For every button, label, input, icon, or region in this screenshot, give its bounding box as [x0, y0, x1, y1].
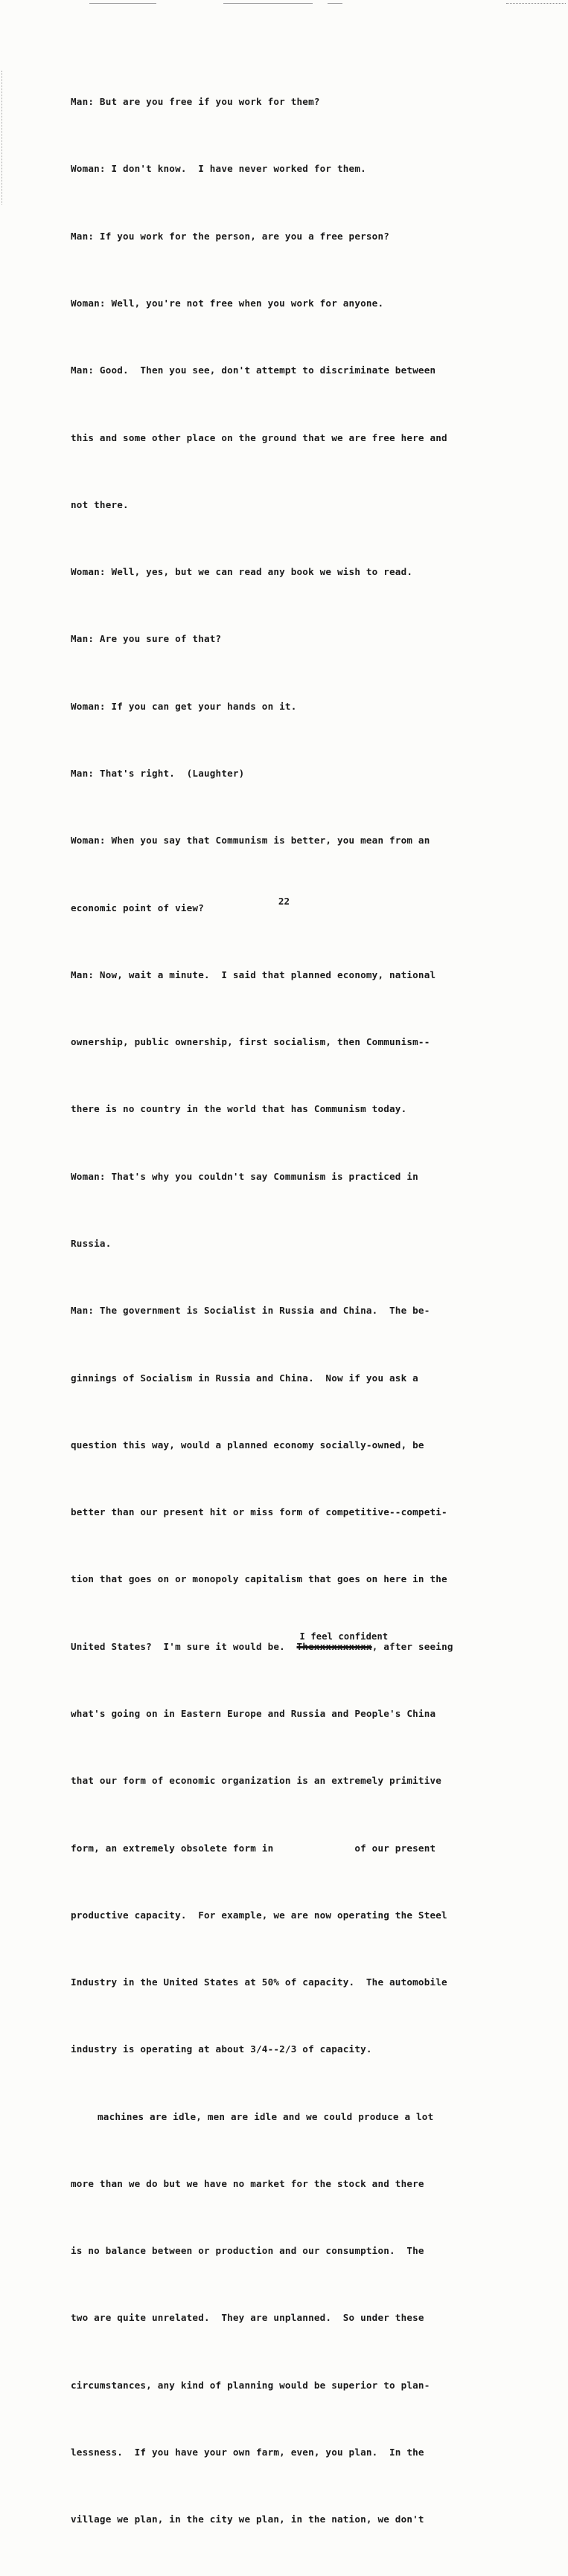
text-line: tion that goes on or monopoly capitalism that goes on here in the — [71, 1573, 447, 1585]
text-line: ginnings of Socialism in Russia and China. Now if you ask a — [71, 1372, 418, 1384]
text-line: Woman: That's why you couldn't say Communism is practiced in — [71, 1170, 418, 1182]
text-line: Man: The government is Socialist in Russia and China. The be- — [71, 1305, 430, 1317]
text-line: Woman: When you say that Communism is better, you mean from an — [71, 835, 430, 847]
text-line: productive capacity. For example, we are now operating the Steel — [71, 1909, 447, 1921]
text-line: this and some other place on the ground that we are free here and — [71, 431, 447, 443]
text-line: question this way, would a planned economy socially-owned, be — [71, 1439, 424, 1451]
inserted-text: I feel confident — [299, 1631, 389, 1642]
scan-artifact-top — [0, 0, 568, 7]
text-line: form, an extremely obsolete form in of our present — [71, 1842, 436, 1854]
text-line: Woman: Well, yes, but we can read any book we wish to read. — [71, 566, 413, 578]
scan-artifact-left — [1, 71, 5, 205]
text-line: there is no country in the world that has Communism today. — [71, 1103, 407, 1115]
text-line: is no balance between or production and our consumption. The — [71, 2245, 424, 2257]
page-number: 22 — [278, 896, 290, 907]
text-line: more than we do but we have no market for the stock and there — [71, 2177, 424, 2189]
text-line: circumstances, any kind of planning would be superior to plan- — [71, 2379, 430, 2391]
text-line: Man: Good. Then you see, don't attempt to discriminate between — [71, 364, 436, 376]
text-line: Woman: I don't know. I have never worked for them. — [71, 163, 366, 175]
text-line: that our form of economic organization is an extremely primitive — [71, 1775, 442, 1787]
text-line: economic point of view? — [71, 902, 204, 913]
text-line: Industry in the United States at 50% of capacity. The automobile — [71, 1976, 447, 1988]
text-line: Man: Are you sure of that? — [71, 633, 222, 645]
text-line: Man: That's right. (Laughter) — [71, 768, 245, 779]
text-line: lessness. If you have your own farm, even, you plan. In the — [71, 2447, 424, 2458]
text-line: village we plan, in the city we plan, in the nation, we don't — [71, 2514, 424, 2525]
text-line: Woman: If you can get your hands on it. — [71, 700, 297, 712]
typed-correction — [296, 1631, 389, 1658]
text-line: two are quite unrelated. They are unplanned. So under these — [71, 2312, 424, 2324]
text-line: not there. — [71, 498, 129, 510]
text-line: Man: If you work for the person, are you a free person? — [71, 230, 390, 242]
text-line: Woman: Well, you're not free when you work for anyone. — [71, 298, 384, 309]
text-line: Man: But are you free if you work for them? — [71, 96, 320, 108]
text-line: Man: Now, wait a minute. I said that planned economy, national — [71, 969, 436, 980]
text-line: industry is operating at about 3/4--2/3 of capacity. — [71, 2043, 372, 2055]
text-line: what's going on in Eastern Europe and Russia and People's China — [71, 1707, 436, 1719]
text-line-with-correction — [71, 1631, 525, 1658]
struck-text: Thexxxxxxxxxx — [296, 1640, 372, 1652]
transcript-body — [71, 46, 525, 2576]
text-line: better than our present hit or miss form of competitive--competi- — [71, 1506, 447, 1518]
text-line: ownership, public ownership, first socialism, then Communism-- — [71, 1036, 430, 1048]
line-start: United States? I'm sure it would be. — [71, 1640, 297, 1652]
line-end: , after seeing — [371, 1640, 453, 1652]
text-line: machines are idle, men are idle and we could produce a lot — [98, 2110, 434, 2122]
text-line: Russia. — [71, 1237, 112, 1249]
